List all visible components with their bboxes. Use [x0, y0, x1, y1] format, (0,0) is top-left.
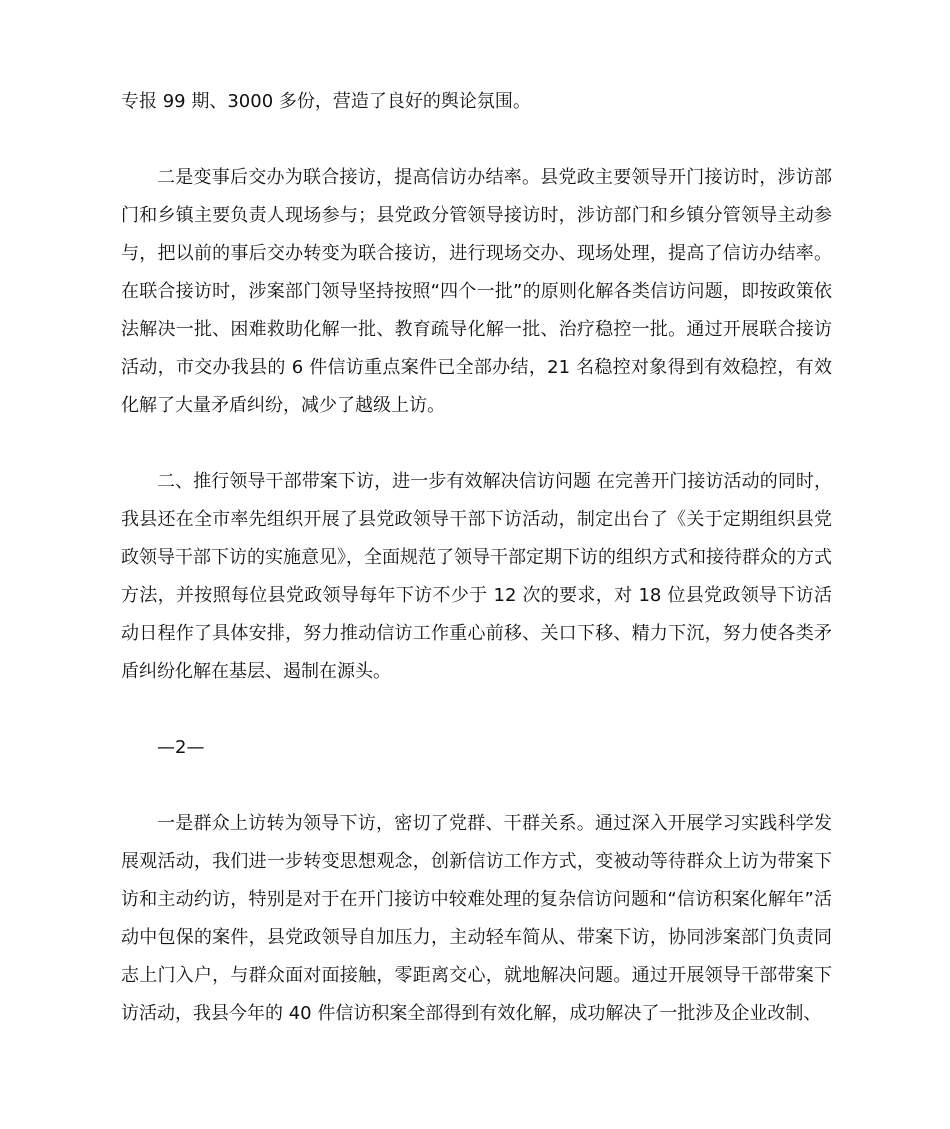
paragraph-intro-continuation: 专报 99 期、3000 多份，营造了良好的舆论氛围。 [121, 91, 531, 112]
paragraph-section-two-heading: 二、推行领导干部带案下访，进一步有效解决信访问题 在完善开门接访活动的同时，我县还在全市率先组织开展了县党政领导干部下访活动，制定出台了《关于定期组织县党政领导干部下访的实施意见》，全面规范了领导干部定期下访的组织方式和接待群众的方式方法，并按照每位县党政领导每年下访不少于 12 次的要求，对 18 位县党政领导下访活动日程作了具体安排，努力推动信访工作重心前移、关口下移、精力下沉，努力使各类矛盾纠纷化解在基层、遏制在源头。 [121, 471, 832, 682]
document-page [121, 83, 832, 1033]
page-number: —2— [157, 737, 205, 758]
paragraph-joint-reception: 二是变事后交办为联合接访，提高信访办结率。县党政主要领导开门接访时，涉访部门和乡镇主要负责人现场参与；县党政分管领导接访时，涉访部门和乡镇分管领导主动参与，把以前的事后交办转变为联合接访，进行现场交办、现场处理，提高了信访办结率。在联合接访时，涉案部门领导坚持按照“四个一批”的原则化解各类信访问题，即按政策依法解决一批、困难救助化解一批、教育疏导化解一批、治疗稳控一批。通过开展联合接访活动，市交办我县的 6 件信访重点案件已全部办结，21 名稳控对象得到有效稳控，有效化解了大量矛盾纠纷，减少了越级上访。 [121, 167, 832, 416]
paragraph-leader-visits: 一是群众上访转为领导下访，密切了党群、干群关系。通过深入开展学习实践科学发展观活动，我们进一步转变思想观念，创新信访工作方式，变被动等待群众上访为带案下访和主动约访，特别是对于在开门接访中较难处理的复杂信访问题和“信访积案化解年”活动中包保的案件，县党政领导自加压力，主动轻车简从、带案下访，协同涉案部门负责同志上门入户，与群众面对面接触，零距离交心，就地解决问题。通过开展领导干部带案下访活动，我县今年的 40 件信访积案全部得到有效化解，成功解决了一批涉及企业改制、 [121, 813, 832, 1024]
